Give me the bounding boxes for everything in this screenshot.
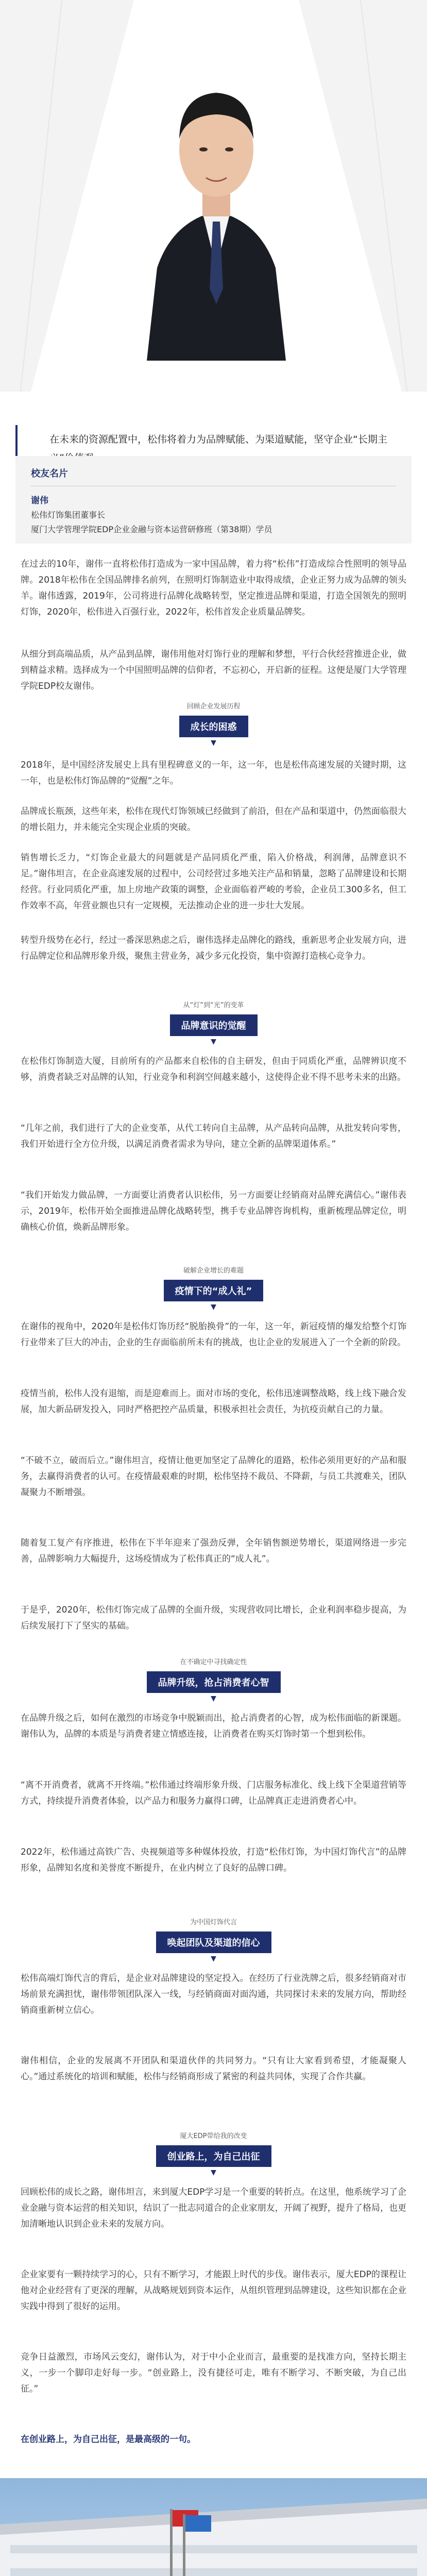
body-paragraph: 从细分到高端品质，从产品到品牌，谢伟用他对灯饰行业的理解和梦想，平行合伙经营推进企业，做到精益求精。选择成为一个中国照明品牌的信仰者，不忘初心，开启新的征程。这便是厦门大学管理学院EDP校友谢伟。 bbox=[21, 649, 406, 691]
profile-name: 谢伟 bbox=[31, 496, 48, 506]
factory-photo bbox=[0, 2478, 427, 2576]
body-paragraph: “我们开始发力做品牌，一方面要让消费者认识松伟，另一方面要让经销商对品牌充满信心。”谢伟表示，2019年，松伟开始全面推进品牌化战略转型，携手专业品牌咨询机构，重新梳理品牌定位，明确核心价值，焕新品牌形象。 bbox=[21, 1190, 406, 1232]
chevron-down-icon: ▼ bbox=[211, 1955, 216, 1963]
chevron-down-icon: ▼ bbox=[211, 2168, 216, 2177]
body-paragraph: “不破不立，破而后立。”谢伟坦言，疫情让他更加坚定了品牌化的道路，松伟必须用更好的产品和服务，去赢得消费者的认可。在疫情最艰难的时期，松伟坚持不裁员、不降薪，与员工共渡难关，团队凝聚力不断增强。 bbox=[21, 1455, 406, 1498]
section-title: 创业路上，为自己出征 bbox=[156, 2145, 271, 2167]
chevron-down-icon: ▼ bbox=[211, 739, 216, 747]
body-paragraph: 转型升级势在必行，经过一番深思熟虑之后，谢伟选择走品牌化的路线，重新思考企业发展方向，进行品牌定位和品牌形象升级，聚焦主营业务，减少多元化投资，集中资源打造核心竞争力。 bbox=[21, 935, 406, 961]
section-heading bbox=[0, 1656, 427, 1702]
section-title: 疫情下的“成人礼” bbox=[164, 1280, 264, 1301]
emphasis-line: 在创业路上，为自己出征，是最高级的一句。 bbox=[21, 2434, 196, 2445]
body-paragraph: 品牌成长瓶颈，这些年来，松伟在现代灯饰领域已经做到了前沿，但在产品和渠道中，仍然面临很大的增长阻力，并未能完全实现企业质的突破。 bbox=[21, 806, 406, 833]
body-paragraph: 竞争日益激烈，市场风云变幻，谢伟认为，对于中小企业而言，最重要的是找准方向，坚持长期主义，一步一个脚印走好每一步。“创业路上，没有捷径可走，唯有不断学习、不断突破，为自己出征。” bbox=[21, 2352, 406, 2394]
chevron-down-icon: ▼ bbox=[211, 1303, 216, 1311]
body-paragraph: 随着复工复产有序推进，松伟在下半年迎来了强劲反弹，全年销售额逆势增长，渠道网络进一步完善，品牌影响力大幅提升，这场疫情成为了松伟真正的“成人礼”。 bbox=[21, 1538, 406, 1564]
body-paragraph: 企业家要有一颗持续学习的心，只有不断学习，才能跟上时代的步伐。谢伟表示，厦大EDP的课程让他对企业经营有了更深的理解，从战略规划到资本运作，从组织管理到品牌建设，这些知识都在企业实践中得到了很好的运用。 bbox=[21, 2269, 406, 2312]
hero-banner bbox=[0, 0, 427, 392]
body-paragraph: “离不开消费者，就离不开终端。”松伟通过终端形象升级、门店服务标准化、线上线下全渠道营销等方式，持续提升消费者体验，以产品力和服务力赢得口碑，让品牌真正走进消费者心中。 bbox=[21, 1780, 406, 1806]
section-title: 品牌升级，抢占消费者心智 bbox=[147, 1671, 281, 1693]
alumni-profile-card bbox=[15, 456, 412, 544]
quote-text: 在未来的资源配置中，松伟将着力为品牌赋能、为渠道赋能，坚守企业“长期主 bbox=[49, 434, 387, 445]
body-paragraph: 在松伟灯饰制造大厦，目前所有的产品都来自松伟的自主研发，但由于同质化严重，品牌辨识度不够，消费者缺乏对品牌的认知，行业竞争和利润空间越来越小，这使得企业不得不思考未来的出路。 bbox=[21, 1056, 406, 1082]
section-subtitle: 在不确定中寻找确定性 bbox=[180, 1658, 247, 1666]
section-subtitle: 为中国灯饰代言 bbox=[190, 1919, 237, 1926]
body-paragraph: 在谢伟的视角中，2020年是松伟灯饰历经“脱胎换骨”的一年，这一年，新冠疫情的爆发给整个灯饰行业带来了巨大的冲击，企业的生存面临前所未有的挑战，也让企业的发展进入了一个全新的阶段。 bbox=[21, 1321, 406, 1348]
body-paragraph: 谢伟相信，企业的发展离不开团队和渠道伙伴的共同努力。“只有让大家看到希望，才能凝聚人心。”通过系统化的培训和赋能，松伟与经销商形成了紧密的利益共同体，实现了合作共赢。 bbox=[21, 2056, 406, 2082]
body-paragraph: 在品牌升级之后，如何在激烈的市场竞争中脱颖而出，抢占消费者的心智，成为松伟面临的新课题。谢伟认为，品牌的本质是与消费者建立情感连接，让消费者在购买灯饰时第一个想到松伟。 bbox=[21, 1713, 406, 1739]
profile-line: 厦门大学管理学院EDP企业金融与资本运营研修班（第38期）学员 bbox=[31, 524, 272, 534]
body-paragraph: 疫情当前，松伟人没有退缩，而是迎难而上。面对市场的变化，松伟迅速调整战略，线上线下融合发展，加大新品研发投入，同时严格把控产品质量，积极承担社会责任，为抗疫贡献自己的力量。 bbox=[21, 1388, 406, 1415]
section-heading bbox=[0, 999, 427, 1045]
section-title: 成长的困惑 bbox=[179, 716, 248, 737]
section-subtitle: 厦大EDP带给我的改变 bbox=[180, 2132, 247, 2140]
section-title: 唤起团队及渠道的信心 bbox=[156, 1931, 271, 1953]
body-paragraph: 2022年，松伟通过高铁广告、央视频道等多种媒体投放，打造“松伟灯饰，为中国灯饰代言”的品牌形象，品牌知名度和美誉度不断提升，在业内树立了良好的品牌口碑。 bbox=[21, 1847, 406, 1873]
body-paragraph: 回顾松伟的成长之路，谢伟坦言，来到厦大EDP学习是一个重要的转折点。在这里，他系统学习了企业金融与资本运营的相关知识，结识了一批志同道合的企业家朋友，开阔了视野，提升了格局，也更加清晰地认识到企业未来的发展方向。 bbox=[21, 2187, 406, 2229]
body-paragraph: 2018年，是中国经济发展史上具有里程碑意义的一年，这一年，也是松伟高速发展的关键时期，这一年，也是松伟灯饰品牌的“觉醒”之年。 bbox=[21, 760, 406, 786]
section-title: 品牌意识的觉醒 bbox=[170, 1014, 258, 1036]
body-paragraph: 于是乎，2020年，松伟灯饰完成了品牌的全面升级，实现营收同比增长，企业利润率稳步提高，为后续发展打下了坚实的基础。 bbox=[21, 1605, 406, 1631]
section-subtitle: 破解企业增长的难题 bbox=[183, 1267, 244, 1275]
body-paragraph: 在过去的10年，谢伟一直将松伟打造成为一家中国品牌，着力将“松伟”打造成综合性照明的领导品牌。2018年松伟在全国品牌排名前列，在照明灯饰制造业中取得成绩，企业正努力成为品牌的领头羊。谢伟透露，2019年，公司将进行品牌化战略转型，坚定推进品牌和渠道，打造全国领先的照明灯饰，2020年，松伟进入百强行业，2022年，松伟首发企业质量品牌奖。 bbox=[21, 559, 406, 617]
pull-quote bbox=[0, 407, 427, 464]
section-heading bbox=[0, 1265, 427, 1311]
section-subtitle: 回顾企业发展历程 bbox=[186, 703, 241, 710]
factory-illustration bbox=[0, 2478, 427, 2576]
section-heading bbox=[0, 1917, 427, 1962]
profile-line: 松伟灯饰集团董事长 bbox=[31, 510, 106, 520]
section-heading bbox=[0, 701, 427, 747]
body-paragraph: 销售增长乏力，“灯饰企业最大的问题就是产品同质化严重，陷入价格战，利润薄，品牌意识不足。”谢伟坦言，在企业高速发展的过程中，公司经营过多地关注产品和销量，忽略了品牌建设和长期经营。行业同质化严重，加上房地产政策的调整，企业面临着严峻的考验，企业员工300多名，但工作效率不高，年营业额也只有一定规模，无法推动企业的进一步壮大发展。 bbox=[21, 853, 406, 911]
section-subtitle: 从“灯”到“光”的变革 bbox=[183, 1002, 244, 1009]
chevron-down-icon: ▼ bbox=[211, 1694, 216, 1703]
portrait-photo bbox=[142, 0, 291, 361]
body-paragraph: 松伟高端灯饰代言的背后，是企业对品牌建设的坚定投入。在经历了行业洗牌之后，很多经销商对市场前景充满担忧，谢伟带领团队深入一线，与经销商面对面沟通，共同探讨未来的发展方向，帮助经销商重新树立信心。 bbox=[21, 1973, 406, 2015]
section-heading bbox=[0, 2130, 427, 2176]
profile-title: 校友名片 bbox=[31, 468, 68, 479]
body-paragraph: “几年之前，我们进行了大的企业变革，从代工转向自主品牌，从产品转向品牌，从批发转向零售，我们开始进行全方位升级，以满足消费者需求为导向，建立全新的品牌渠道体系。” bbox=[21, 1123, 406, 1149]
chevron-down-icon: ▼ bbox=[211, 1038, 216, 1046]
